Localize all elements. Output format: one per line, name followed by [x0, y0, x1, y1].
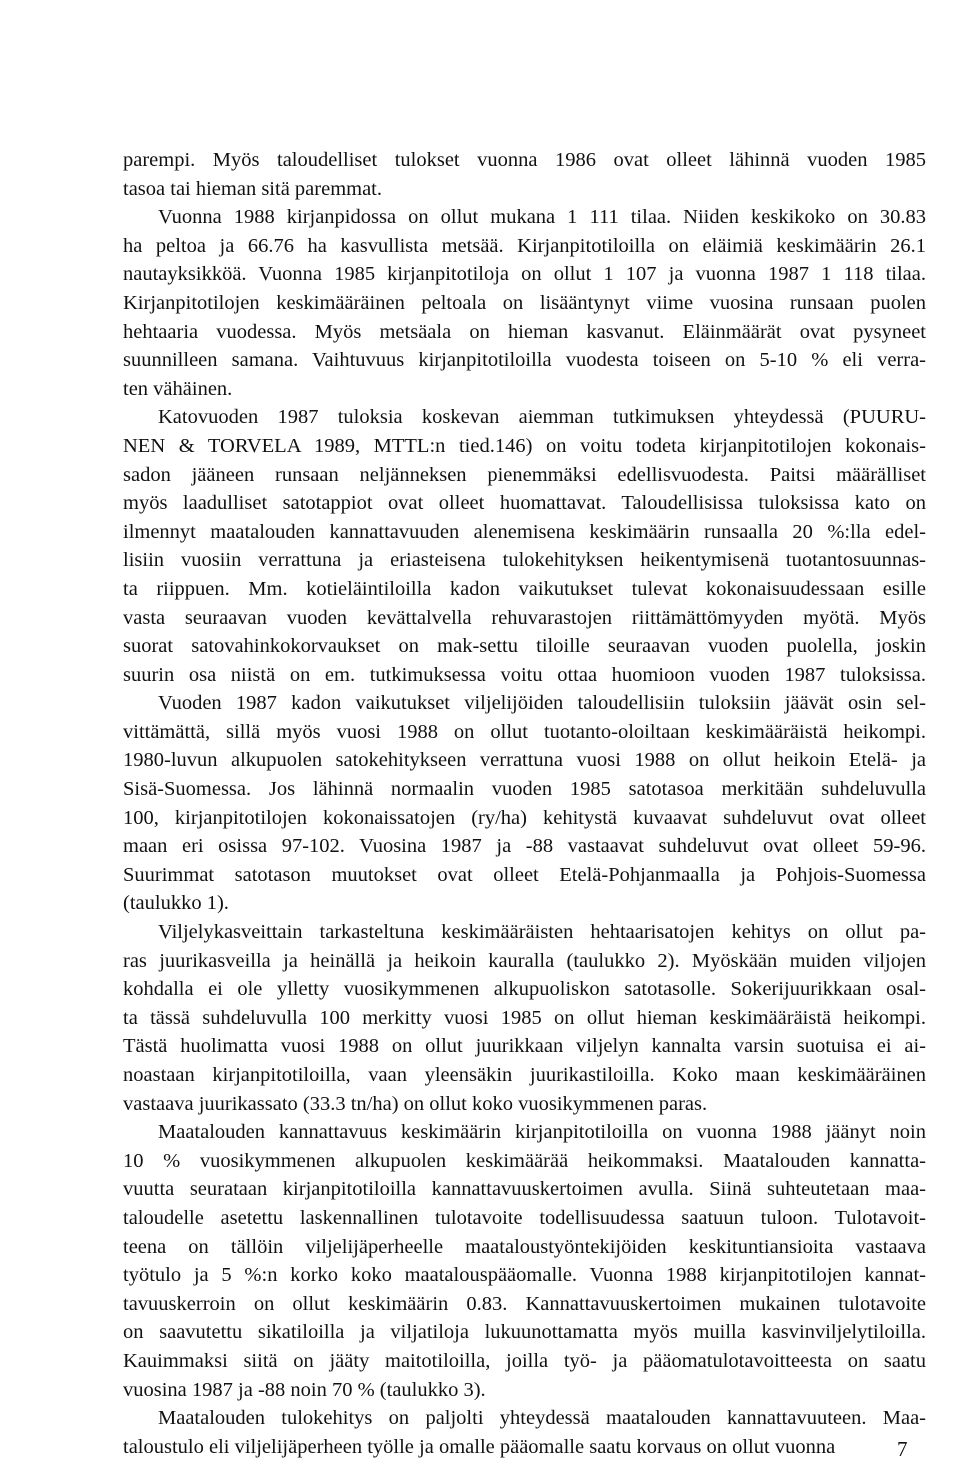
text-line: vuutta seurataan kirjanpitotiloilla kannattavuuskertoimen avulla. Siinä suhteutetaan maa-: [123, 1178, 926, 1201]
text-line: Tästä huolimatta vuosi 1988 on ollut juurikkaan viljelyn kannalta varsin suotuisa ei ai-: [123, 1035, 926, 1058]
text-line: Suurimmat satotason muutokset ovat olleet Etelä-Pohjanmaalla ja Pohjois-Suomessa: [123, 863, 926, 886]
text-line: 1980-luvun alkupuolen satokehitykseen verrattuna vuosi 1988 on ollut heikoin Etelä- ja: [123, 749, 926, 772]
text-line: ta tässä suhdeluvulla 100 merkitty vuosi 1985 on ollut hieman keskimääräistä heikompi.: [123, 1006, 926, 1029]
text-line: Vuoden 1987 kadon vaikutukset viljelijöiden taloudellisiin tuloksiin jäävät osin sel-: [158, 692, 926, 715]
text-line: NEN & TORVELA 1989, MTTL:n tied.146) on voitu todeta kirjanpitotilojen kokonais-: [123, 434, 926, 457]
text-line: Maatalouden tulokehitys on paljolti yhteydessä maatalouden kannattavuuteen. Maa-: [158, 1407, 926, 1430]
text-line: vittämättä, sillä myös vuosi 1988 on ollut tuotanto-oloiltaan keskimääräistä heikompi.: [123, 720, 926, 743]
text-line: ras juurikasveilla ja heinällä ja heikoin kauralla (taulukko 2). Myöskään muiden viljojen: [123, 949, 926, 972]
text-line: ta riippuen. Mm. kotieläintiloilla kadon vaikutukset tulevat kokonaisuudessaan esille: [123, 577, 926, 600]
page-number: 7: [897, 1437, 908, 1461]
text-line: tasoa tai hieman sitä paremmat.: [123, 177, 383, 200]
text-line: ha peltoa ja 66.76 ha kasvullista metsää. Kirjanpitotiloilla on eläimiä keskimäärin 26.1: [123, 234, 926, 257]
text-line: (taulukko 1).: [123, 892, 229, 915]
text-line: Sisä-Suomessa. Jos lähinnä normaalin vuoden 1985 satotasoa merkitään suhdeluvulla: [123, 778, 926, 801]
text-line: teena on tällöin viljelijäperheelle maataloustyöntekijöiden keskituntiansioita vastaava: [123, 1235, 926, 1258]
text-line: sadon jääneen runsaan neljänneksen pienemmäksi edellisvuodesta. Paitsi määrälliset: [123, 463, 926, 486]
text-line: kohdalla ei ole ylletty vuosikymmenen alkupuoliskon satotasolle. Sokerijuurikkaan osal-: [123, 978, 926, 1001]
text-line: hehtaaria vuodessa. Myös metsäala on hieman kasvanut. Eläinmäärät ovat pysyneet: [123, 320, 926, 343]
text-line: työtulo ja 5 %:n korko koko maatalouspääomalle. Vuonna 1988 kirjanpitotilojen kannat-: [123, 1264, 926, 1287]
text-line: on saavutettu sikatiloilla ja viljatiloja lukuunottamatta myös muilla kasvinviljelytiloilla.: [123, 1321, 926, 1344]
text-line: nautayksikköä. Vuonna 1985 kirjanpitotiloja on ollut 1 107 ja vuonna 1987 1 118 tilaa.: [123, 263, 926, 286]
text-line: ilmennyt maatalouden kannattavuuden alenemisena keskimäärin runsaalla 20 %:lla edel-: [123, 520, 926, 543]
text-line: suorat satovahinkokorvaukset on mak-settu tiloille seuraavan vuoden puolella, joskin: [123, 635, 926, 658]
text-line: 10 % vuosikymmenen alkupuolen keskimäärää heikommaksi. Maatalouden kannatta-: [123, 1149, 926, 1172]
text-line: parempi. Myös taloudelliset tulokset vuonna 1986 ovat olleet lähinnä vuoden 1985: [123, 149, 926, 171]
text-line: Kirjanpitotilojen keskimääräinen peltoala on lisääntynyt viime vuosina runsaan puolen: [123, 291, 926, 314]
text-line: vasta seuraavan vuoden kevättalvella rehuvarastojen riittämättömyyden myötä. Myös: [123, 606, 926, 629]
body-text: [123, 146, 926, 1461]
text-line: ten vähäinen.: [123, 377, 233, 400]
text-line: vuosina 1987 ja -88 noin 70 % (taulukko 3).: [123, 1378, 486, 1401]
text-line: maan eri osissa 97-102. Vuosina 1987 ja -88 vastaavat suhdeluvut ovat olleet 59-96.: [123, 835, 926, 858]
text-line: Viljelykasveittain tarkasteltuna keskimääräisten hehtaarisatojen kehitys on ollut pa-: [158, 921, 926, 944]
text-line: tavuuskerroin on ollut keskimäärin 0.83. Kannattavuuskertoimen mukainen tulotavoite: [123, 1292, 926, 1315]
text-line: taloustulo eli viljelijäperheen työlle ja omalle pääomalle saatu korvaus on ollut vuonna: [123, 1435, 836, 1458]
text-line: Maatalouden kannattavuus keskimäärin kirjanpitotiloilla on vuonna 1988 jäänyt noin: [158, 1121, 926, 1144]
text-line: 100, kirjanpitotilojen kokonaissatojen (ry/ha) kehitystä kuvaavat suhdeluvut ovat olleet: [123, 806, 926, 829]
text-line: lisiin vuosiin verrattuna ja eriasteisena tulokehityksen heikentymisenä tuotantosuunnas-: [123, 549, 926, 572]
text-line: Kauimmaksi siitä on jääty maitotiloilla, joilla työ- ja pääomatulotavoitteesta on saatu: [123, 1349, 926, 1372]
text-line: Vuonna 1988 kirjanpidossa on ollut mukana 1 111 tilaa. Niiden keskikoko on 30.83: [158, 206, 926, 229]
text-line: taloudelle asetettu laskennallinen tulotavoite todellisuudessa saatuun tuloon. Tulotavoit-: [123, 1206, 926, 1229]
text-line: noastaan kirjanpitotiloilla, vaan yleensäkin juurikastiloilla. Koko maan keskimääräinen: [123, 1064, 926, 1086]
text-line: vastaava juurikassato (33.3 tn/ha) on ollut koko vuosikymmenen paras.: [123, 1092, 708, 1115]
text-line: suunnilleen samana. Vaihtuvuus kirjanpitotiloilla vuodesta toiseen on 5-10 % eli verra-: [123, 349, 926, 372]
text-line: Katovuoden 1987 tuloksia koskevan aiemman tutkimuksen yhteydessä (PUURU-: [158, 406, 926, 429]
text-line: suurin osa niistä on em. tutkimuksessa voitu ottaa huomioon vuoden 1987 tuloksissa.: [123, 663, 926, 686]
text-line: myös laadulliset satotappiot ovat olleet huomattavat. Taloudellisissa tuloksissa kato on: [123, 492, 926, 515]
